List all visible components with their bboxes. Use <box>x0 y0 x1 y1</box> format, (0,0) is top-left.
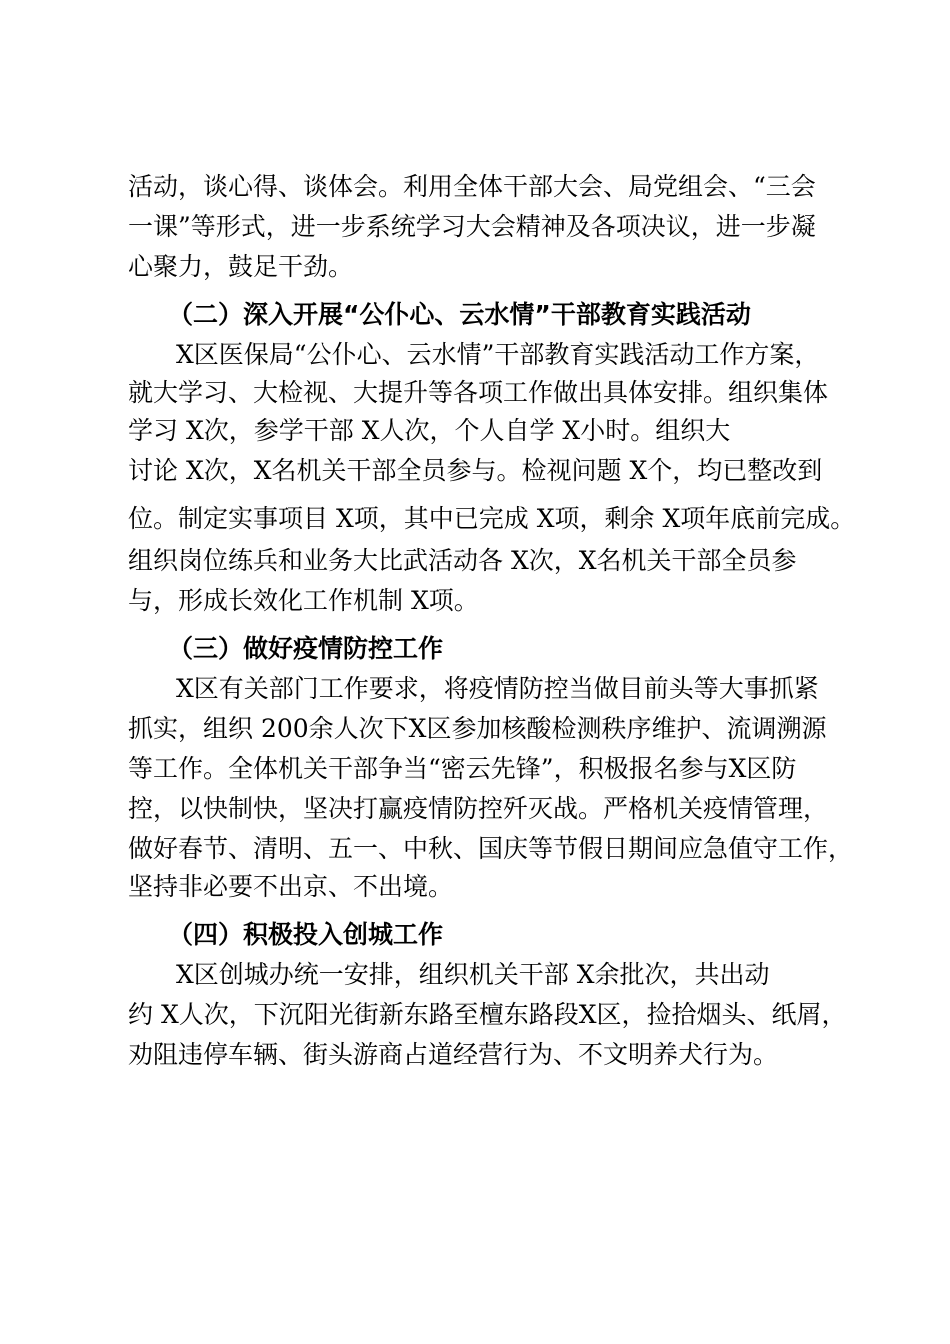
body-line: 心聚力，鼓足干劲。 <box>128 252 354 281</box>
section-heading-2: （二）深入开展“公仆心、云水情”干部教育实践活动 <box>168 300 751 329</box>
body-line: 等工作。全体机关干部争当“密云先锋”，积极报名参与X区防 <box>128 754 797 783</box>
body-line: 约 X人次，下沉阳光街新东路至檀东路段X区，捡拾烟头、纸屑， <box>128 1000 847 1029</box>
body-line: 学习 X次，参学干部 X人次，个人自学 X小时。组织大 <box>128 416 731 445</box>
body-line: 抓实，组织 200余人次下X区参加核酸检测秩序维护、流调溯源 <box>128 714 827 743</box>
body-line: 活动，谈心得、谈体会。利用全体干部大会、局党组会、“三会 <box>128 172 816 201</box>
section-heading-3: （三）做好疫情防控工作 <box>168 634 444 663</box>
section-heading-4: （四）积极投入创城工作 <box>168 920 444 949</box>
body-line: 讨论 X次，X名机关干部全员参与。检视问题 X个，均已整改到 <box>128 456 823 485</box>
body-line: X区医保局“公仆心、云水情”干部教育实践活动工作方案， <box>176 340 820 369</box>
body-line: 劝阻违停车辆、街头游商占道经营行为、不文明养犬行为。 <box>128 1040 779 1069</box>
body-line: X区创城办统一安排，组织机关干部 X余批次，共出动 <box>176 960 770 989</box>
body-line: 做好春节、清明、五一、中秋、国庆等节假日期间应急值守工作， <box>128 834 854 863</box>
body-line: 组织岗位练兵和业务大比武活动各 X次，X名机关干部全员参 <box>128 546 797 575</box>
body-line: 一课”等形式，进一步系统学习大会精神及各项决议，进一步凝 <box>128 212 816 241</box>
body-line: X区有关部门工作要求，将疫情防控当做目前头等大事抓紧 <box>176 674 819 703</box>
body-line: 与，形成长效化工作机制 X项。 <box>128 586 479 615</box>
body-line: 位。制定实事项目 X项，其中已完成 X项，剩余 X项年底前完成。 <box>128 504 856 533</box>
body-line: 坚持非必要不出京、不出境。 <box>128 872 454 901</box>
body-line: 就大学习、大检视、大提升等各项工作做出具体安排。组织集体 <box>128 378 829 407</box>
body-line: 控，以快制快，坚决打赢疫情防控歼灭战。严格机关疫情管理， <box>128 794 829 823</box>
